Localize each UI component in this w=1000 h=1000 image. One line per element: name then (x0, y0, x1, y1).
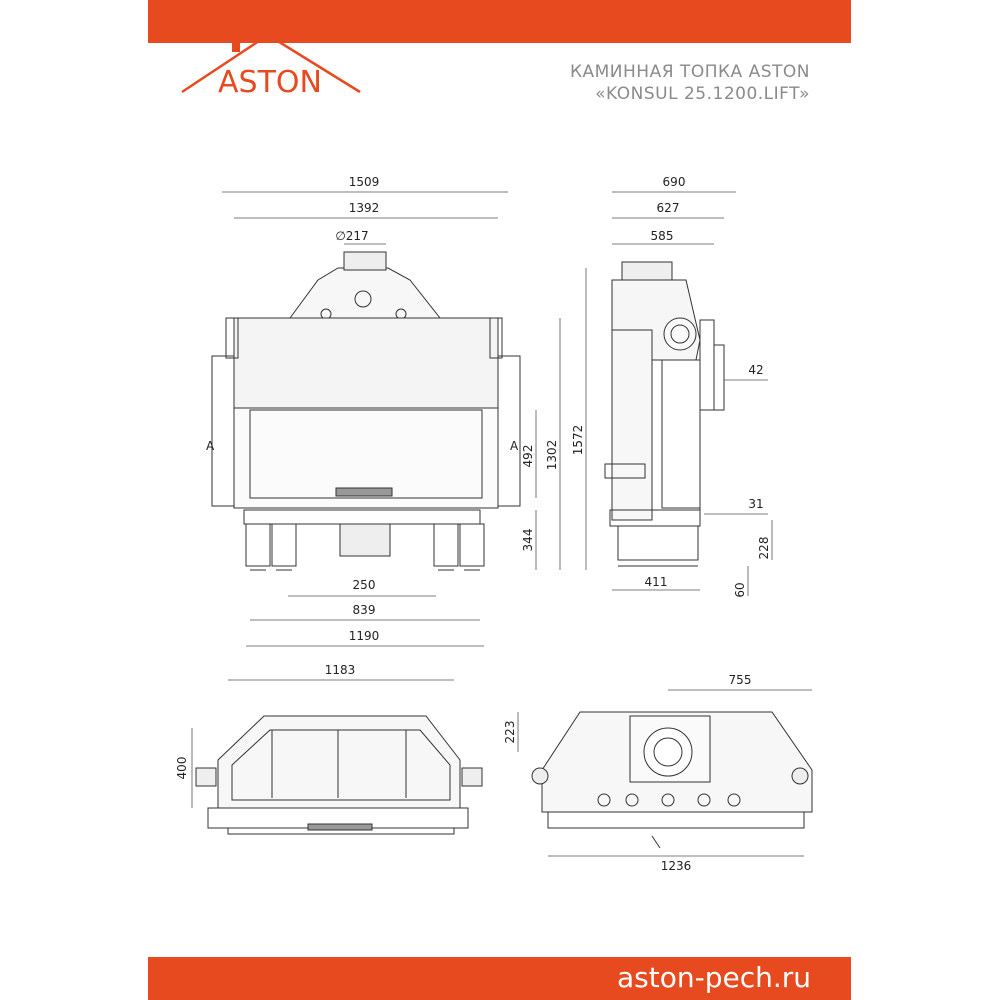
dim-front-1392: 1392 (348, 201, 380, 215)
bottom-accent-bar (148, 957, 851, 1000)
product-title-line1: КАМИННАЯ ТОПКА ASTON (569, 62, 810, 82)
plan-view-right (532, 712, 812, 848)
dim-front-250: 250 (352, 578, 376, 592)
dim-side-627: 627 (656, 201, 680, 215)
dim-plan-223: 223 (503, 720, 517, 744)
product-title-line2: «KONSUL 25.1200.LIFT» (595, 84, 810, 104)
dim-side-31: 31 (748, 497, 764, 511)
dim-side-228: 228 (757, 536, 771, 560)
logo-text: ASTON (218, 65, 322, 100)
dim-plan-1183: 1183 (324, 663, 356, 677)
dim-side-42: 42 (748, 363, 764, 377)
dim-plan-400: 400 (175, 756, 189, 780)
dim-front-492: 492 (521, 444, 535, 468)
section-mark-left: A (206, 439, 215, 453)
side-view (605, 262, 724, 566)
dim-side-585: 585 (650, 229, 674, 243)
dim-front-1572: 1572 (571, 424, 585, 456)
aston-logo (182, 14, 360, 100)
plan-view-left (196, 716, 482, 834)
section-mark-right: A (510, 439, 519, 453)
dim-front-839: 839 (352, 603, 376, 617)
dim-side-411: 411 (644, 575, 668, 589)
front-view (212, 252, 520, 570)
dim-plan-755: 755 (728, 673, 752, 687)
footer-url-link[interactable]: aston-pech.ru (616, 961, 811, 994)
dim-front-344: 344 (521, 528, 535, 552)
dim-plan-1236: 1236 (660, 859, 692, 873)
dim-side-60: 60 (733, 582, 747, 598)
dim-flue-symbol: ∅217 (335, 229, 369, 243)
dim-front-1190: 1190 (348, 629, 380, 643)
dim-front-1302: 1302 (545, 439, 559, 471)
dim-front-1509: 1509 (348, 175, 380, 189)
dim-side-690: 690 (662, 175, 686, 189)
